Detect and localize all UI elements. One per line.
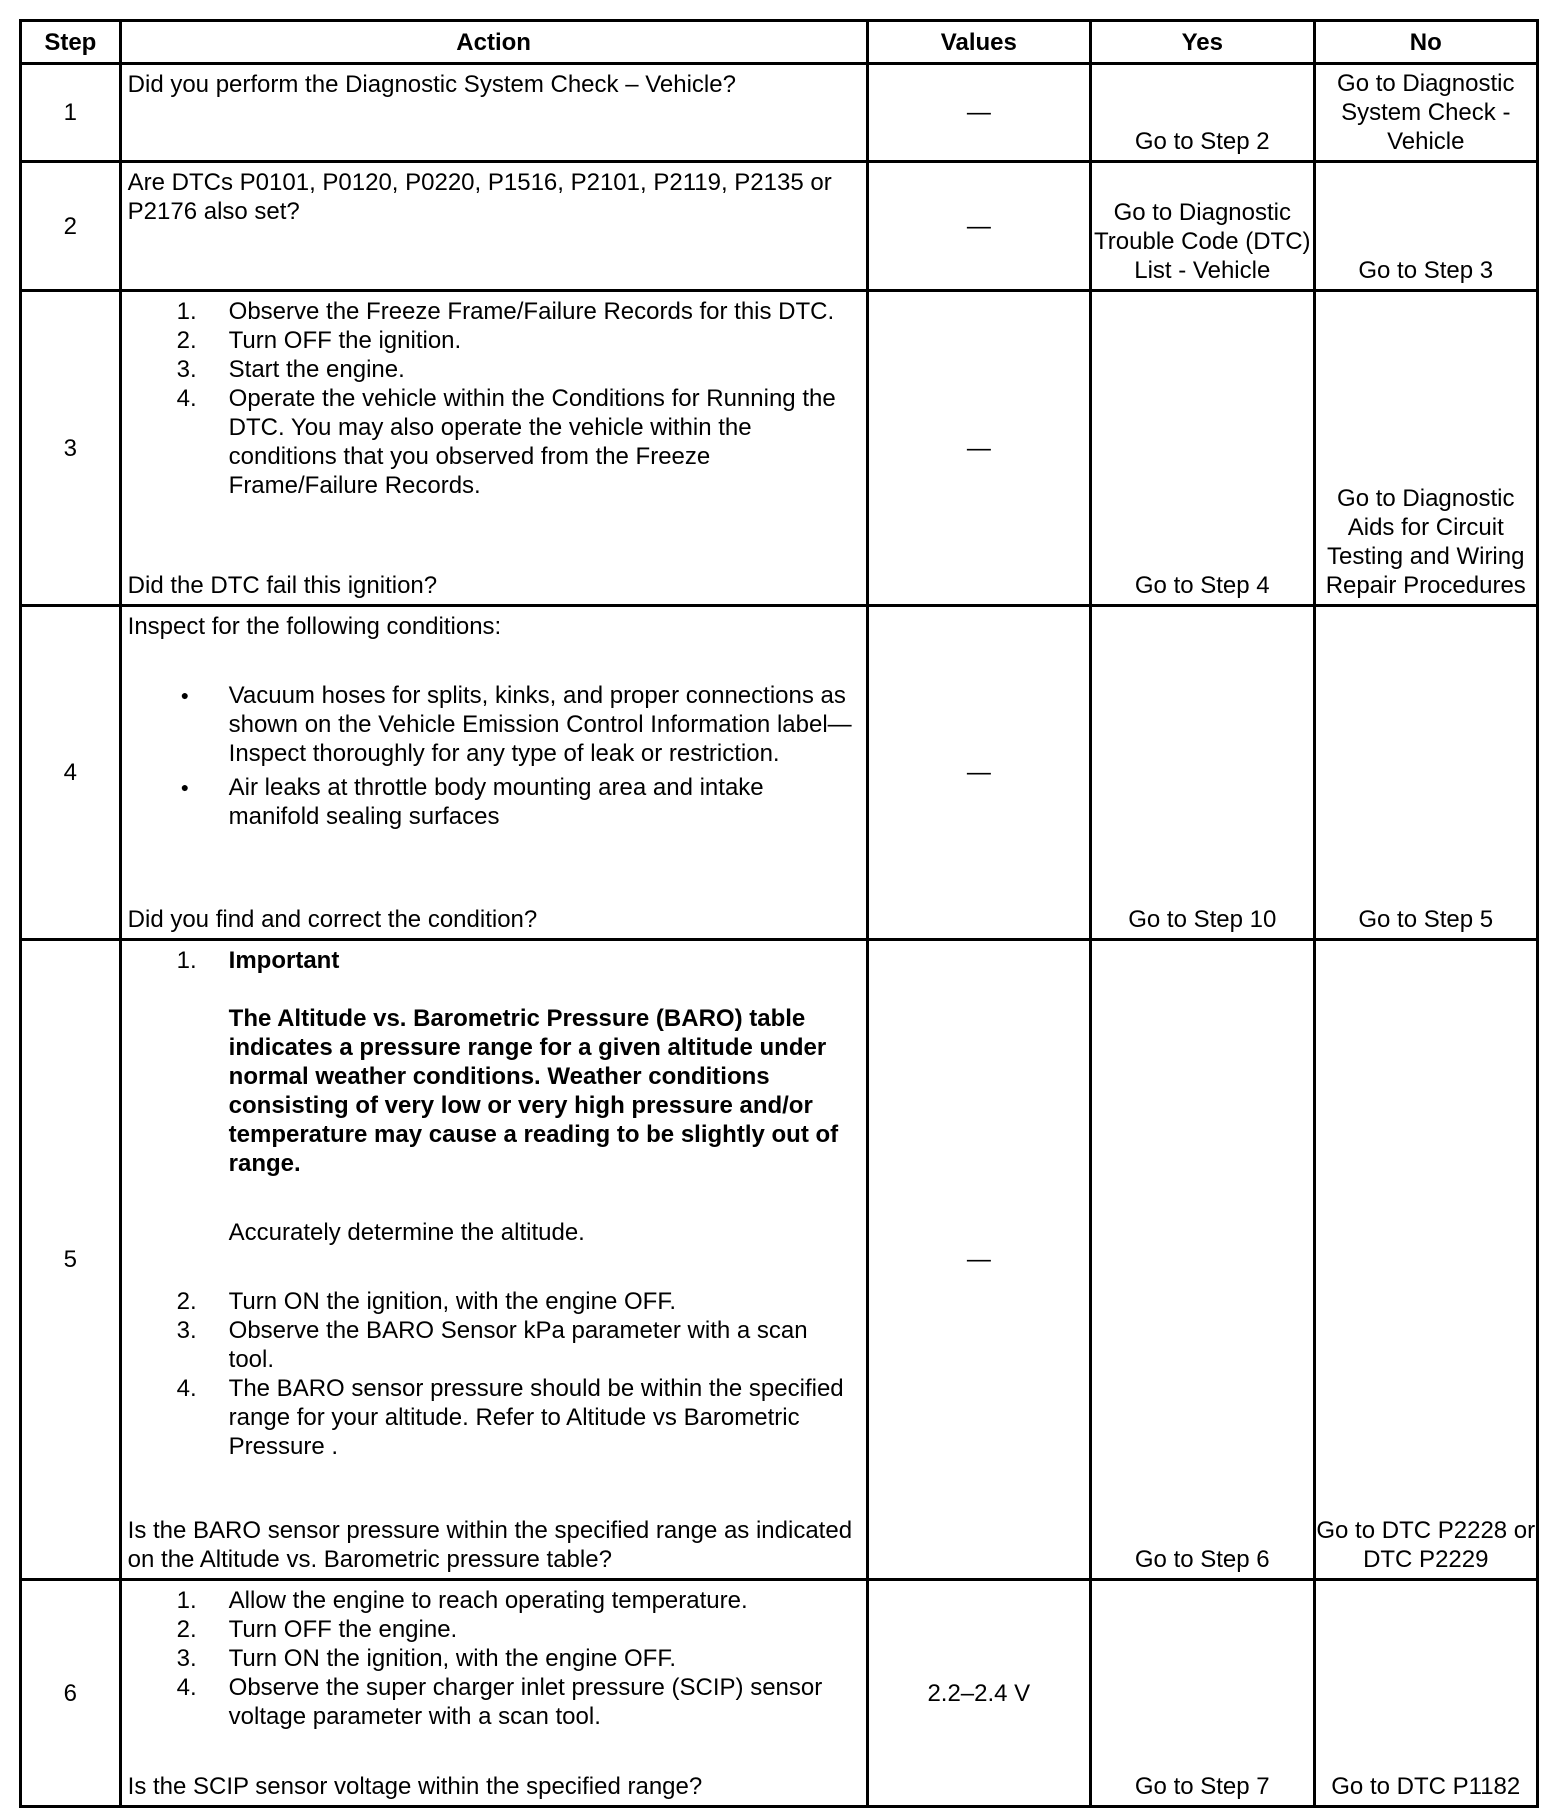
yes-link[interactable]: Go to Step 4 (1091, 291, 1314, 606)
no-link[interactable]: Go to DTC P2228 or DTC P2229 (1314, 940, 1537, 1580)
list-item: 3. Observe the BARO Sensor kPa parameter with a scan tool. (176, 1317, 808, 1373)
list-item: ● Air leaks at throttle body mounting area and intake manifold sealing surfaces (180, 774, 764, 830)
action-cell (120, 64, 867, 162)
numbered-list (128, 1586, 860, 1731)
list-item-text: Accurately determine the altitude. (228, 1219, 585, 1246)
bullet-icon: ● (180, 779, 190, 795)
table-row (21, 291, 1538, 606)
value-cell: — (867, 291, 1090, 606)
list-item: 3. Start the engine. (176, 356, 405, 383)
action-text: Did you perform the Diagnostic System Check – Vehicle? (127, 71, 736, 98)
list-item: 2. Turn OFF the engine. (176, 1616, 458, 1643)
value-cell: — (867, 606, 1090, 940)
header-no: No (1314, 21, 1537, 64)
list-item: 4. Operate the vehicle within the Conditions for Running the DTC. You may also operate the vehicle within the conditions that you observed from the Freeze Frame/Failure Records. (176, 385, 836, 499)
step-number: 1 (21, 64, 121, 162)
no-link[interactable]: Go to Step 3 (1314, 162, 1537, 291)
header-action: Action (120, 21, 867, 64)
value-cell: — (867, 64, 1090, 162)
diagnostic-table (19, 19, 1539, 1808)
action-cell (120, 291, 867, 606)
numbered-list (128, 946, 860, 1461)
list-item: 2. Turn ON the ignition, with the engine OFF. (176, 1288, 676, 1315)
step-number: 3 (21, 291, 121, 606)
step-number: 6 (21, 1580, 121, 1807)
yes-link[interactable]: Go to Step 6 (1091, 940, 1314, 1580)
question-text: Did you find and correct the condition? (127, 906, 538, 933)
yes-link[interactable]: Go to Step 7 (1091, 1580, 1314, 1807)
header-step: Step (21, 21, 121, 64)
list-item: 4. Observe the super charger inlet pressure (SCIP) sensor voltage parameter with a scan tool. (176, 1674, 823, 1730)
important-label: Important (228, 947, 340, 974)
step-number: 5 (21, 940, 121, 1580)
action-cell (120, 940, 867, 1580)
table-row (21, 1580, 1538, 1807)
header-yes: Yes (1091, 21, 1314, 64)
value-cell: 2.2–2.4 V (867, 1580, 1090, 1807)
action-cell (120, 162, 867, 291)
list-item: 1. Allow the engine to reach operating temperature. (176, 1587, 748, 1614)
list-item: 1. Observe the Freeze Frame/Failure Records for this DTC. (176, 298, 835, 325)
list-item: ● Vacuum hoses for splits, kinks, and proper connections as shown on the Vehicle Emission Control Information label—Inspect thoroughly for any type of leak or restriction. (180, 682, 852, 767)
no-link[interactable]: Go to Diagnostic Aids for Circuit Testing and Wiring Repair Procedures (1314, 291, 1537, 606)
numbered-list (128, 297, 860, 500)
no-link[interactable]: Go to Diagnostic System Check - Vehicle (1314, 64, 1537, 162)
yes-link[interactable]: Go to Diagnostic Trouble Code (DTC) List - Vehicle (1091, 162, 1314, 291)
question-text: Is the SCIP sensor voltage within the specified range? (127, 1773, 703, 1800)
list-item: 1. Important The Altitude vs. Barometric Pressure (BARO) table indicates a pressure range for a given altitude under normal weather conditions. Weather conditions consisting of very low or very high pressure and/or temperature may cause a reading to be slightly out of range. Accurately determine the altitude. (128, 946, 860, 1287)
table-row (21, 64, 1538, 162)
action-text: Are DTCs P0101, P0120, P0220, P1516, P2101, P2119, P2135 or P2176 also set? (127, 169, 832, 225)
bullet-icon: ● (180, 687, 190, 703)
header-row (21, 21, 1538, 64)
action-cell (120, 1580, 867, 1807)
list-item: 3. Turn ON the ignition, with the engine OFF. (176, 1645, 676, 1672)
action-text: Inspect for the following conditions: (127, 613, 502, 640)
table-row (21, 940, 1538, 1580)
step-number: 4 (21, 606, 121, 940)
step-number: 2 (21, 162, 121, 291)
yes-link[interactable]: Go to Step 2 (1091, 64, 1314, 162)
question-text: Is the BARO sensor pressure within the specified range as indicated on the Altitude vs. Barometric pressure table? (127, 1517, 853, 1573)
list-item: 4. The BARO sensor pressure should be within the specified range for your altitude. Refer to Altitude vs Barometric Pressure . (176, 1375, 844, 1460)
header-values: Values (867, 21, 1090, 64)
table-row (21, 162, 1538, 291)
value-cell: — (867, 940, 1090, 1580)
table-row (21, 606, 1538, 940)
bullet-list (128, 681, 860, 831)
list-item: 2. Turn OFF the ignition. (176, 327, 462, 354)
question-text: Did the DTC fail this ignition? (127, 572, 438, 599)
yes-link[interactable]: Go to Step 10 (1091, 606, 1314, 940)
no-link[interactable]: Go to DTC P1182 (1314, 1580, 1537, 1807)
action-cell (120, 606, 867, 940)
value-cell: — (867, 162, 1090, 291)
important-note: The Altitude vs. Barometric Pressure (BARO) table indicates a pressure range for a given altitude under normal weather conditions. Weather conditions consisting of very low or very high pressure and/or temperature may cause a reading to be slightly out of range. (228, 1005, 839, 1177)
no-link[interactable]: Go to Step 5 (1314, 606, 1537, 940)
